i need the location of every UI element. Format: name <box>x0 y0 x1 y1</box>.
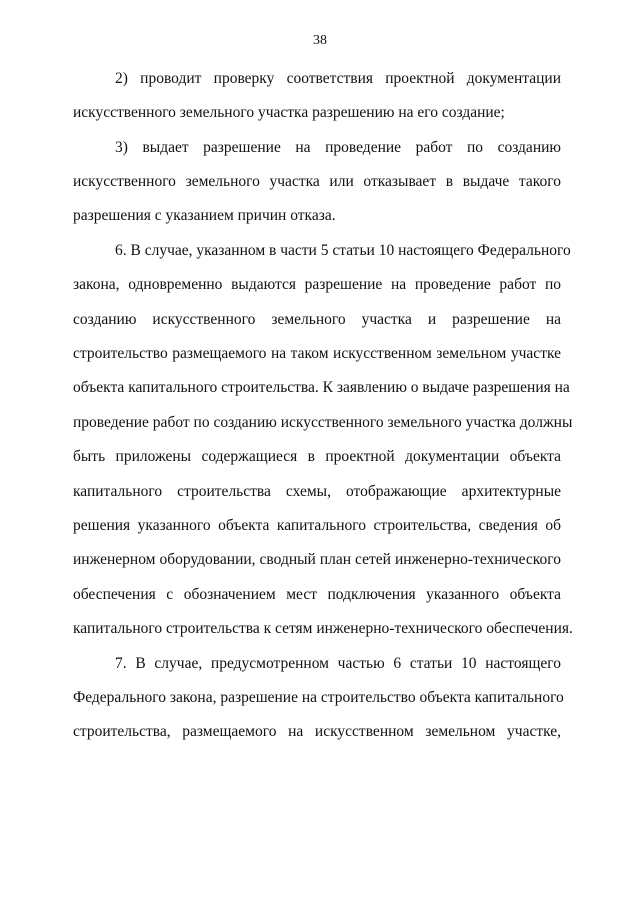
page-number: 38 <box>313 33 327 48</box>
text-line: искусственного земельного участка разрешению на его создание; <box>73 104 505 121</box>
text-line: 2) проводит проверку соответствия проектной документации <box>115 70 561 87</box>
text-line: строительство размещаемого на таком искусственном земельном участке <box>73 345 561 362</box>
text-line: разрешения с указанием причин отказа. <box>73 207 336 224</box>
text-line: обеспечения с обозначением мест подключения указанного объекта <box>73 586 561 603</box>
text-line: строительства, размещаемого на искусственном земельном участке, <box>73 723 561 740</box>
text-line: проведение работ по созданию искусственного земельного участка должны <box>73 414 573 431</box>
text-line: закона, одновременно выдаются разрешение на проведение работ по <box>73 276 561 293</box>
text-line: созданию искусственного земельного участка и разрешение на <box>73 311 561 328</box>
text-line: решения указанного объекта капитального строительства, сведения об <box>73 517 561 534</box>
text-line: 3) выдает разрешение на проведение работ по созданию <box>115 139 561 156</box>
text-line: искусственного земельного участка или отказывает в выдаче такого <box>73 173 561 190</box>
text-line: инженерном оборудовании, сводный план сетей инженерно-технического <box>73 551 561 568</box>
text-line: капитального строительства к сетям инженерно-технического обеспечения. <box>73 620 573 637</box>
text-line: капитального строительства схемы, отображающие архитектурные <box>73 483 561 500</box>
text-line: 7. В случае, предусмотренном частью 6 статьи 10 настоящего <box>115 655 561 672</box>
text-line: Федерального закона, разрешение на строительство объекта капитального <box>73 689 564 706</box>
text-line: быть приложены содержащиеся в проектной документации объекта <box>73 448 561 465</box>
text-line: объекта капитального строительства. К заявлению о выдаче разрешения на <box>73 379 570 396</box>
text-line: 6. В случае, указанном в части 5 статьи 10 настоящего Федерального <box>115 242 571 259</box>
